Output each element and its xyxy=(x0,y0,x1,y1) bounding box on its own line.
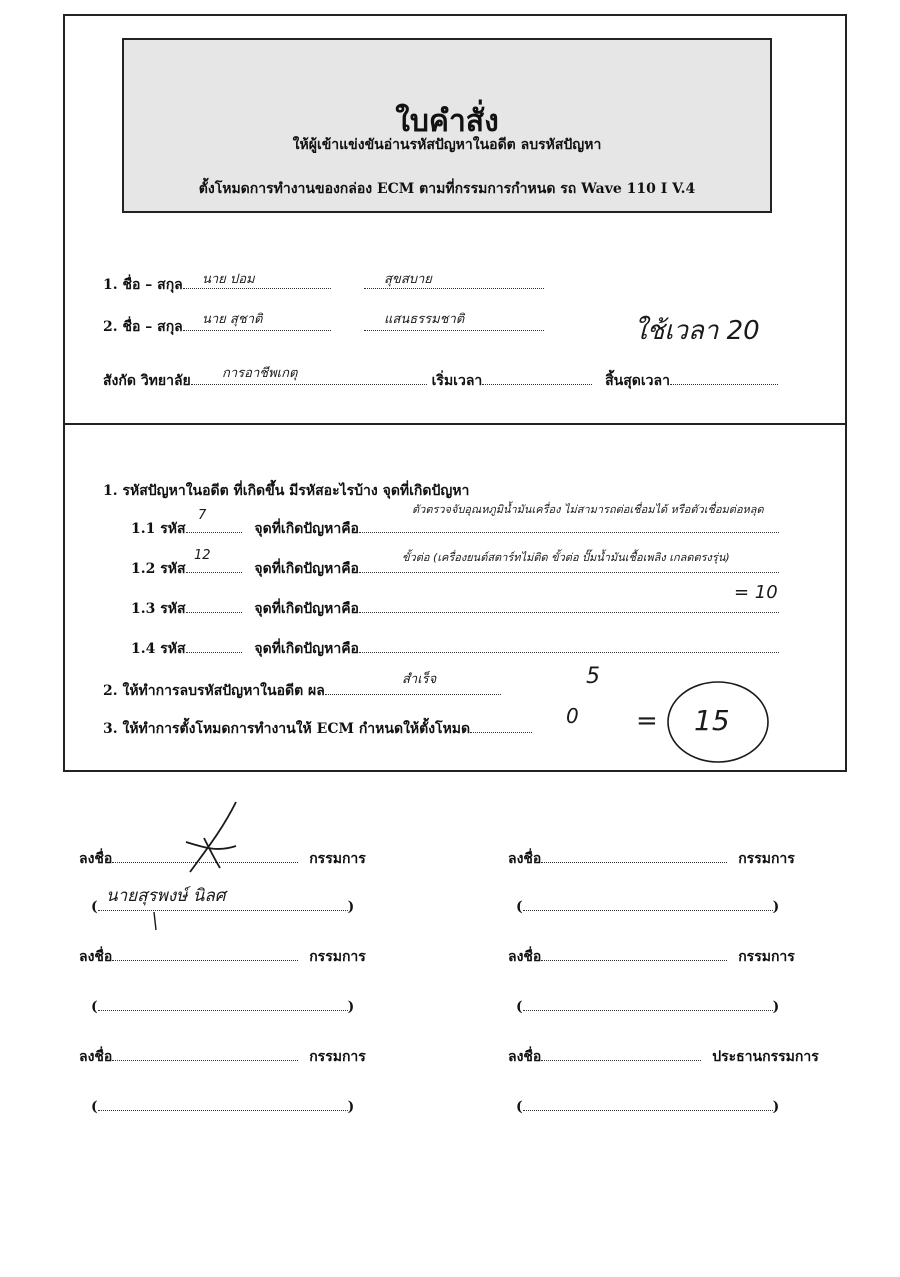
question-3-mode[interactable]: 0 xyxy=(566,704,579,728)
committee-label: กรรมการ xyxy=(309,949,366,965)
point-3-label: จุดที่เกิดปัญหาคือ xyxy=(254,601,359,617)
instruction-line-1: ให้ผู้เข้าแข่งขันอ่านรหัสปัญหาในอดีต ลบรหัสปัญหา xyxy=(292,137,602,153)
sign-label: ลงชื่อ xyxy=(508,1049,542,1065)
participant-1-lastname[interactable]: สุขสบาย xyxy=(384,272,432,287)
name-left-2: ( ) xyxy=(91,996,354,1015)
question-2-label: 2. ให้ทำการลบรหัสปัญหาในอดีต ผล xyxy=(103,683,325,699)
code-2-label: 1.2 รหัส xyxy=(131,561,186,577)
code-4-label: 1.4 รหัส xyxy=(131,641,186,657)
sign-label: ลงชื่อ xyxy=(508,851,542,867)
sign-label: ลงชื่อ xyxy=(79,1049,113,1065)
committee-label: กรรมการ xyxy=(738,949,795,965)
committee-label: กรรมการ xyxy=(309,1049,366,1065)
answer-1-value[interactable]: ตัวตรวจจับอุณหภูมิน้ำมันเครื่อง ไม่สามารถต่อเชื่อมได้ หรือตัวเชื่อมต่อหลุด xyxy=(412,503,764,516)
participant-1-label: 1. ชื่อ – สกุล xyxy=(103,277,183,293)
answer-2-value[interactable]: ขั้วต่อ (เครื่องยนต์สตาร์ทไม่ติด ขั้วต่อ ปั๊มน้ำมันเชื้อเพลิง เกลดตรงรุ่น) xyxy=(402,551,730,564)
participant-2-label: 2. ชื่อ – สกุล xyxy=(103,319,183,335)
pen-stroke xyxy=(154,912,156,930)
college-label: สังกัด วิทยาลัย xyxy=(103,373,191,389)
question-2-result[interactable]: สำเร็จ xyxy=(402,672,437,687)
point-2-label: จุดที่เกิดปัญหาคือ xyxy=(254,561,359,577)
end-time-label: สิ้นสุดเวลา xyxy=(605,373,670,389)
college-value[interactable]: การอาชีพเกตุ xyxy=(222,366,298,381)
question-3-label: 3. ให้ทำการตั้งโหมดการทำงานให้ ECM กำหนดให้ตั้งโหมด xyxy=(103,721,471,737)
name-right-3: ( ) xyxy=(516,1096,779,1115)
code-1-label: 1.1 รหัส xyxy=(131,521,186,537)
total-score: 15 xyxy=(694,704,730,737)
code-2-value[interactable]: 12 xyxy=(194,548,211,563)
score-section-1: = 10 xyxy=(734,582,778,603)
total-equals: = xyxy=(636,706,658,736)
point-1-label: จุดที่เกิดปัญหาคือ xyxy=(254,521,359,537)
code-3-label: 1.3 รหัส xyxy=(131,601,186,617)
sign-label: ลงชื่อ xyxy=(79,851,113,867)
page-title: ใบคำสั่ง xyxy=(395,104,499,139)
score-section-2: 5 xyxy=(586,664,600,689)
time-used-note: ใช้เวลา 20 xyxy=(634,316,760,346)
chairman-label: ประธานกรรมการ xyxy=(712,1049,819,1065)
sign-label: ลงชื่อ xyxy=(79,949,113,965)
instruction-line-2: ตั้งโหมดการทำงานของกล่อง ECM ตามที่กรรมการกำหนด รถ Wave 110 I V.4 xyxy=(198,181,696,197)
name-left-1: ( ) xyxy=(91,896,354,915)
committee-label: กรรมการ xyxy=(738,851,795,867)
committee-label: กรรมการ xyxy=(309,851,366,867)
question-1: 1. รหัสปัญหาในอดีต ที่เกิดขึ้น มีรหัสอะไรบ้าง จุดที่เกิดปัญหา xyxy=(103,483,470,499)
total-circle xyxy=(668,682,768,762)
name-left-3: ( ) xyxy=(91,1096,354,1115)
signature-mark xyxy=(186,802,236,872)
point-4-label: จุดที่เกิดปัญหาคือ xyxy=(254,641,359,657)
signer-1-name[interactable]: นายสุรพงษ์ นิลศ xyxy=(106,886,226,906)
name-right-1: ( ) xyxy=(516,896,779,915)
start-time-label: เริ่มเวลา xyxy=(431,373,483,389)
participant-1-firstname[interactable]: นาย ปอม xyxy=(202,272,255,287)
participant-2-firstname[interactable]: นาย สุชาติ xyxy=(202,312,263,327)
participant-2-lastname[interactable]: แสนธรรมชาติ xyxy=(384,312,465,327)
code-1-value[interactable]: 7 xyxy=(198,508,207,523)
name-right-2: ( ) xyxy=(516,996,779,1015)
sign-label: ลงชื่อ xyxy=(508,949,542,965)
